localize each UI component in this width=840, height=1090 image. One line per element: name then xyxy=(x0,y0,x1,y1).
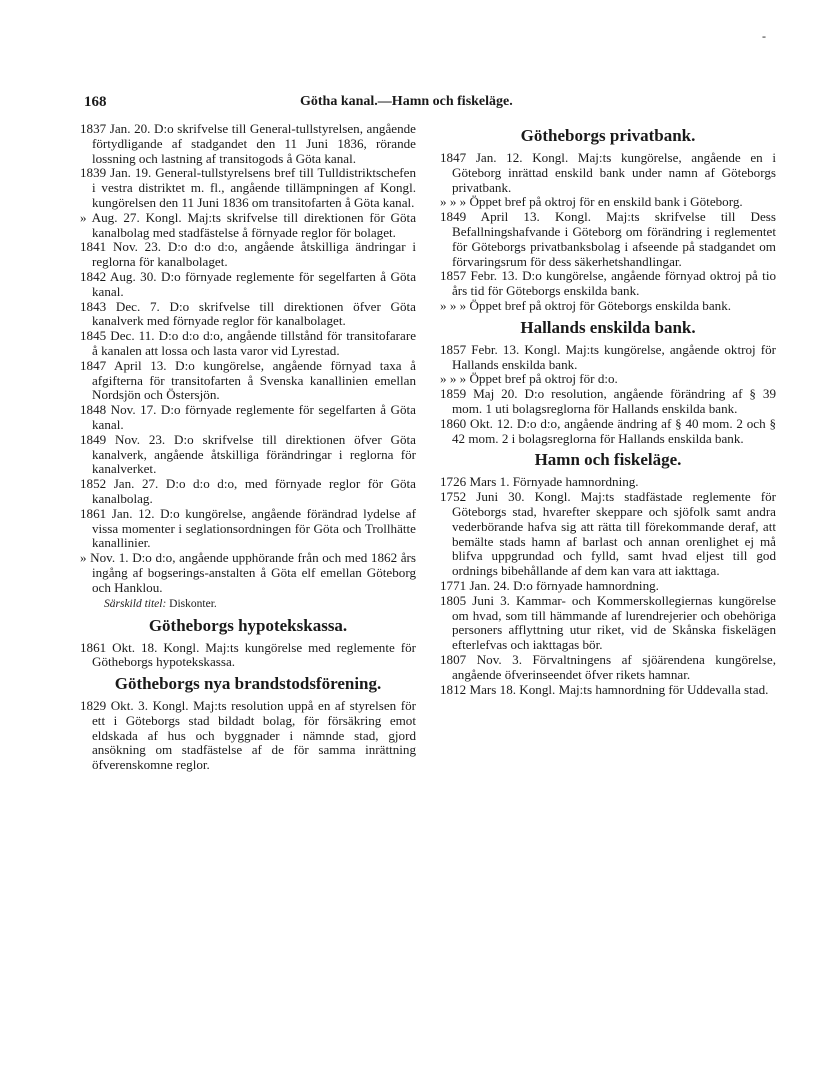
entry-date: 1861 Okt. 18. xyxy=(80,639,158,655)
entry-date: 1837 Jan. 20. xyxy=(80,121,151,136)
section-title-brandstodsforening: Götheborgs nya brandstodsförening. xyxy=(114,674,382,694)
right-column xyxy=(440,122,776,697)
entry-text: Kongl. Maj:ts hamnordning för Uddevalla stad. xyxy=(519,681,769,697)
entry-text: D:o skrifvelse till General-tullstyrelsen, angående förtydligande af stadgandet den 11 Juni 1836, rörande lossning och lastning af transitogods å Göta kanal. xyxy=(92,121,416,166)
entry xyxy=(440,490,776,579)
entry-text: D:o kungörelse, angående förnyad taxa å afgifterna för transitofarten å Svenska kanallinien emellan Nordsjön och Östersjön. xyxy=(92,357,416,403)
entry xyxy=(440,372,776,387)
entry xyxy=(440,594,776,653)
entry xyxy=(80,551,416,595)
entry-text: D:o d:o d:o, med förnyade reglor för Göta kanalbolag. xyxy=(92,476,416,506)
entry-text: Kongl. Maj:ts kungörelse, angående oktroj för Hallands enskilda bank. xyxy=(452,341,777,372)
entry-text: Öppet bref på oktroj för Göteborgs enskilda bank. xyxy=(469,297,732,313)
section-title-hypotekskassa: Götheborgs hypotekskassa. xyxy=(148,615,348,635)
entry-text: Förnyade hamnordning. xyxy=(512,474,639,490)
entry-text: Öppet bref på oktroj för en enskild bank i Göteborg. xyxy=(469,194,743,210)
entry xyxy=(80,166,416,210)
entry-text: Kammar- och Kommerskollegiernas kungörelse om hvad, som till hämmande af lurendrejerier och obehöriga personers afflyttning utur riket, vid de Skånska fiskelägen efterlefvas och iakttagas bör. xyxy=(452,592,776,653)
gota-kanal-entries xyxy=(80,122,416,596)
entry-text: D:o kungörelse, angående förnyad oktroj på tio års tid för Göteborgs enskilda bank. xyxy=(452,268,777,299)
section-title-hamn-fiskelage: Hamn och fiskeläge. xyxy=(534,450,682,470)
entry-date: » Nov. 1. xyxy=(80,550,129,566)
entry xyxy=(440,210,776,269)
entry xyxy=(80,270,416,300)
entry xyxy=(80,403,416,433)
entry-date: » » » xyxy=(440,194,467,210)
entry-date: 1849 April 13. xyxy=(440,209,540,225)
special-title-note xyxy=(80,596,416,612)
entry-date: 1847 Jan. 12. xyxy=(440,150,523,165)
entry-text: Kongl. Maj:ts skrifvelse till direktionen för Göta kanalbolag med stadfästelse å förnyade reglor för bolaget. xyxy=(92,209,417,240)
entry xyxy=(80,240,416,270)
entry-text: Kongl. Maj:ts resolution uppå en af styrelsen för ett i Göteborgs stad bildadt bolag, för försäkring emot eldskada af hus och byggnader i nämnde stad, gjord ansökning om stadfästelse af de för samma inrättning öfverenskomne reglor. xyxy=(92,698,416,773)
entry-text: General-tullstyrelsens bref till Tulldistriktschefen i vestra distriktet m. fl., angående tillämpningen af Kongl. kungörelsen den 11 Juni 1836 om transitofarten å Göta kanal. xyxy=(92,165,416,210)
entry xyxy=(440,475,776,490)
entry-date: 1852 Jan. 27. xyxy=(80,476,159,492)
entry xyxy=(440,151,776,195)
entry xyxy=(440,299,776,314)
entry-date: 1860 Okt. 12. xyxy=(440,415,514,431)
entry-date: 1859 Maj 20. xyxy=(440,386,518,402)
entry-text: D:o d:o d:o, angående tillstånd för transitofarare å kanalen att lossa och lasta varor vid Lyrestad. xyxy=(92,328,417,358)
section-title-hallands-bank: Hallands enskilda bank. xyxy=(520,317,696,337)
entry xyxy=(80,329,416,359)
entry xyxy=(440,387,776,417)
entry-text: D:o d:o, angående upphörande från och med 1862 års ingång af bogserings-anstalten å Göta elf emellan Göteborg och Hanklou. xyxy=(92,550,417,595)
entry-text: D:o resolution, angående förändring af § 39 mom. 1 uti bolagsreglorna för Hallands enskilda bank. xyxy=(452,386,776,416)
entry-date: 1841 Nov. 23. xyxy=(80,239,162,255)
entry-date: 1847 April 13. xyxy=(80,357,167,373)
entry-text: D:o förnyade hamnordning. xyxy=(513,577,659,593)
page-number: 168 xyxy=(84,94,107,110)
entry-date: 1845 Dec. 11. xyxy=(80,328,155,344)
section-title-privatbank: Götheborgs privatbank. xyxy=(520,126,696,145)
entry-date: 1839 Jan. 19. xyxy=(80,165,152,181)
entry xyxy=(80,507,416,551)
entry xyxy=(440,269,776,299)
entry-text: Kongl. Maj:ts kungörelse, angående en i Göteborg inrättad enskild bank under namn af Göteborgs privatbank. xyxy=(452,150,776,195)
entry-text: D:o kungörelse, angående förändrad lydelse af vissa momenter i seglationsordningen för Göta och Trollhätte kanallinier. xyxy=(92,505,416,551)
entry xyxy=(440,417,776,447)
entry xyxy=(80,300,416,330)
running-head: Götha kanal.—Hamn och fiskeläge. xyxy=(300,94,513,109)
entry-date: » Aug. 27. xyxy=(80,209,140,225)
entry xyxy=(440,343,776,373)
entry-text: D:o förnyade reglemente för segelfarten å Göta kanal. xyxy=(92,402,416,432)
entry-date: 1771 Jan. 24. xyxy=(440,577,510,593)
entry xyxy=(80,477,416,507)
entry xyxy=(80,641,416,671)
entry-text: Kongl. Maj:ts kungörelse med reglemente för Götheborgs hypotekskassa. xyxy=(92,639,416,670)
entry xyxy=(80,122,416,166)
entry-text: D:o skrifvelse till direktionen öfver Göta kanalverk, angående åtskilliga förändringar i reglorna för kanalverket. xyxy=(92,431,416,477)
entry-date: » » » xyxy=(440,371,467,387)
entry xyxy=(80,699,416,773)
entry-date: 1805 Juni 3. xyxy=(440,592,510,608)
entry xyxy=(440,579,776,594)
entry-text: D:o skrifvelse till direktionen öfver Göta kanalverk med förnyade reglor för kanalbolaget. xyxy=(92,298,416,329)
corner-mark: - xyxy=(762,29,766,43)
entry-date: 1752 Juni 30. xyxy=(440,489,525,505)
entry-date: 1842 Aug. 30. xyxy=(80,268,157,284)
entry-text: Kongl. Maj:ts stadfästade reglemente för Göteborgs stad, hvarefter skeppare och sjöfolk samt andra vederbörande hafva sig att rätta till förekommande deraf, att bemälte stads hamn af barlast och annan orenlighet ej må blifva uppgrundad och fylld, samt hvad eljest till god ordnings bibehållande af dem kan vara att iakttaga. xyxy=(452,489,776,579)
entry-date: 1829 Okt. 3. xyxy=(80,698,149,714)
entry-date: 1807 Nov. 3. xyxy=(440,651,522,667)
entry-date: 1857 Febr. 13. xyxy=(440,268,518,284)
entry-text: Kongl. Maj:ts skrifvelse till Dess Befallningshafvande i Göteborg om förändring i reglementet för Göteborgs privatbanksbolag i afseende på stadgandet om förvaringsrum för dess säkerhetshandlingar. xyxy=(452,209,776,269)
entry-date: 1861 Jan. 12. xyxy=(80,505,155,521)
entry-date: 1843 Dec. 7. xyxy=(80,298,160,314)
entry-text: D:o d:o d:o, angående åtskilliga ändringar i reglorna för kanalbolaget. xyxy=(92,239,416,270)
entry xyxy=(440,683,776,698)
entry-text: Öppet bref på oktroj för d:o. xyxy=(469,371,618,387)
note-label: Särskild titel: xyxy=(104,597,167,610)
entry-date: 1849 Nov. 23. xyxy=(80,431,166,447)
entry xyxy=(80,433,416,477)
entry xyxy=(80,359,416,403)
left-column xyxy=(80,122,416,773)
entry-text: Förvaltningens af sjöärendena kungörelse, angående öfverinseendet öfver rikets hamnar. xyxy=(452,651,777,682)
note-value: Diskonter. xyxy=(169,597,217,610)
entry xyxy=(440,653,776,683)
entry-date: » » » xyxy=(440,297,467,313)
entry-date: 1726 Mars 1. xyxy=(440,474,510,490)
entry-text: D:o d:o, angående ändring af § 40 mom. 2 och § 42 mom. 2 i bolagsreglorna för Hallands enskilda bank. xyxy=(452,415,776,446)
entry-text: D:o förnyade reglemente för segelfarten å Göta kanal. xyxy=(92,268,417,299)
entry-date: 1857 Febr. 13. xyxy=(440,341,520,357)
entry xyxy=(80,211,416,241)
entry-date: 1812 Mars 18. xyxy=(440,681,517,697)
entry xyxy=(440,195,776,210)
page-header xyxy=(0,94,840,114)
entry-date: 1848 Nov. 17. xyxy=(80,402,157,418)
